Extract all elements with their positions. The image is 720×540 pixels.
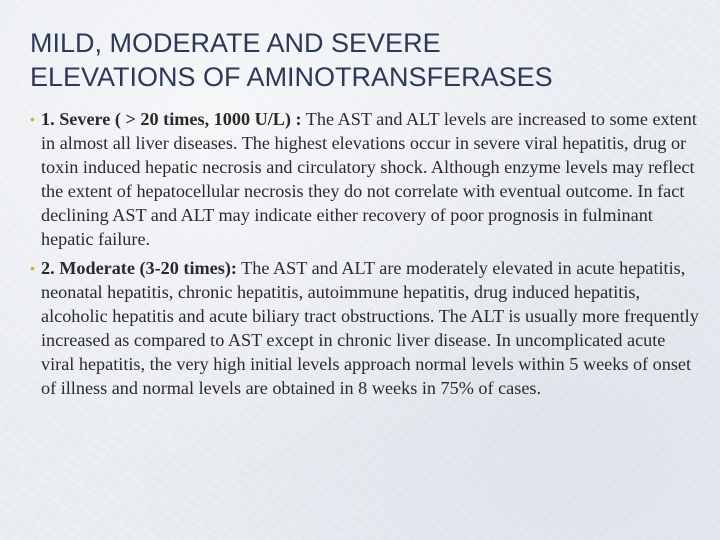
bullet-item-moderate [30,256,702,400]
bullet-item-severe [30,107,702,251]
slide-title [30,26,700,94]
slide-title-line-2: ELEVATIONS OF AMINOTRANSFERASES [30,62,553,92]
bullet-text-moderate: The AST and ALT are moderately elevated in acute hepatitis, neonatal hepatitis, chronic hepatitis, autoimmune hepatitis, drug induced hepatitis, alcoholic hepatitis and acute biliary tract obstructions. The ALT is usually more frequently increased as compared to AST except in chronic liver disease. In uncomplicated acute viral hepatitis, the very high initial levels approach normal levels within 5 weeks of onset of illness and normal levels are obtained in 8 weeks in 75% of cases. [41,258,699,398]
bullet-dot-icon: • [30,260,35,276]
bullet-list [30,107,702,405]
bullet-heading-severe: 1. Severe ( > 20 times, 1000 U/L) : [41,109,302,129]
bullet-heading-moderate: 2. Moderate (3-20 times): [41,258,237,278]
slide-title-line-1: MILD, MODERATE AND SEVERE [30,28,441,58]
bullet-text-severe: The AST and ALT levels are increased to some extent in almost all liver diseases. The highest elevations occur in severe viral hepatitis, drug or toxin induced hepatic necrosis and circulatory shock. Although enzyme levels may reflect the extent of hepatocellular necrosis they do not correlate with eventual outcome. In fact declining AST and ALT may indicate either recovery of poor prognosis in fulminant hepatic failure. [41,109,697,249]
bullet-dot-icon: • [30,111,35,127]
